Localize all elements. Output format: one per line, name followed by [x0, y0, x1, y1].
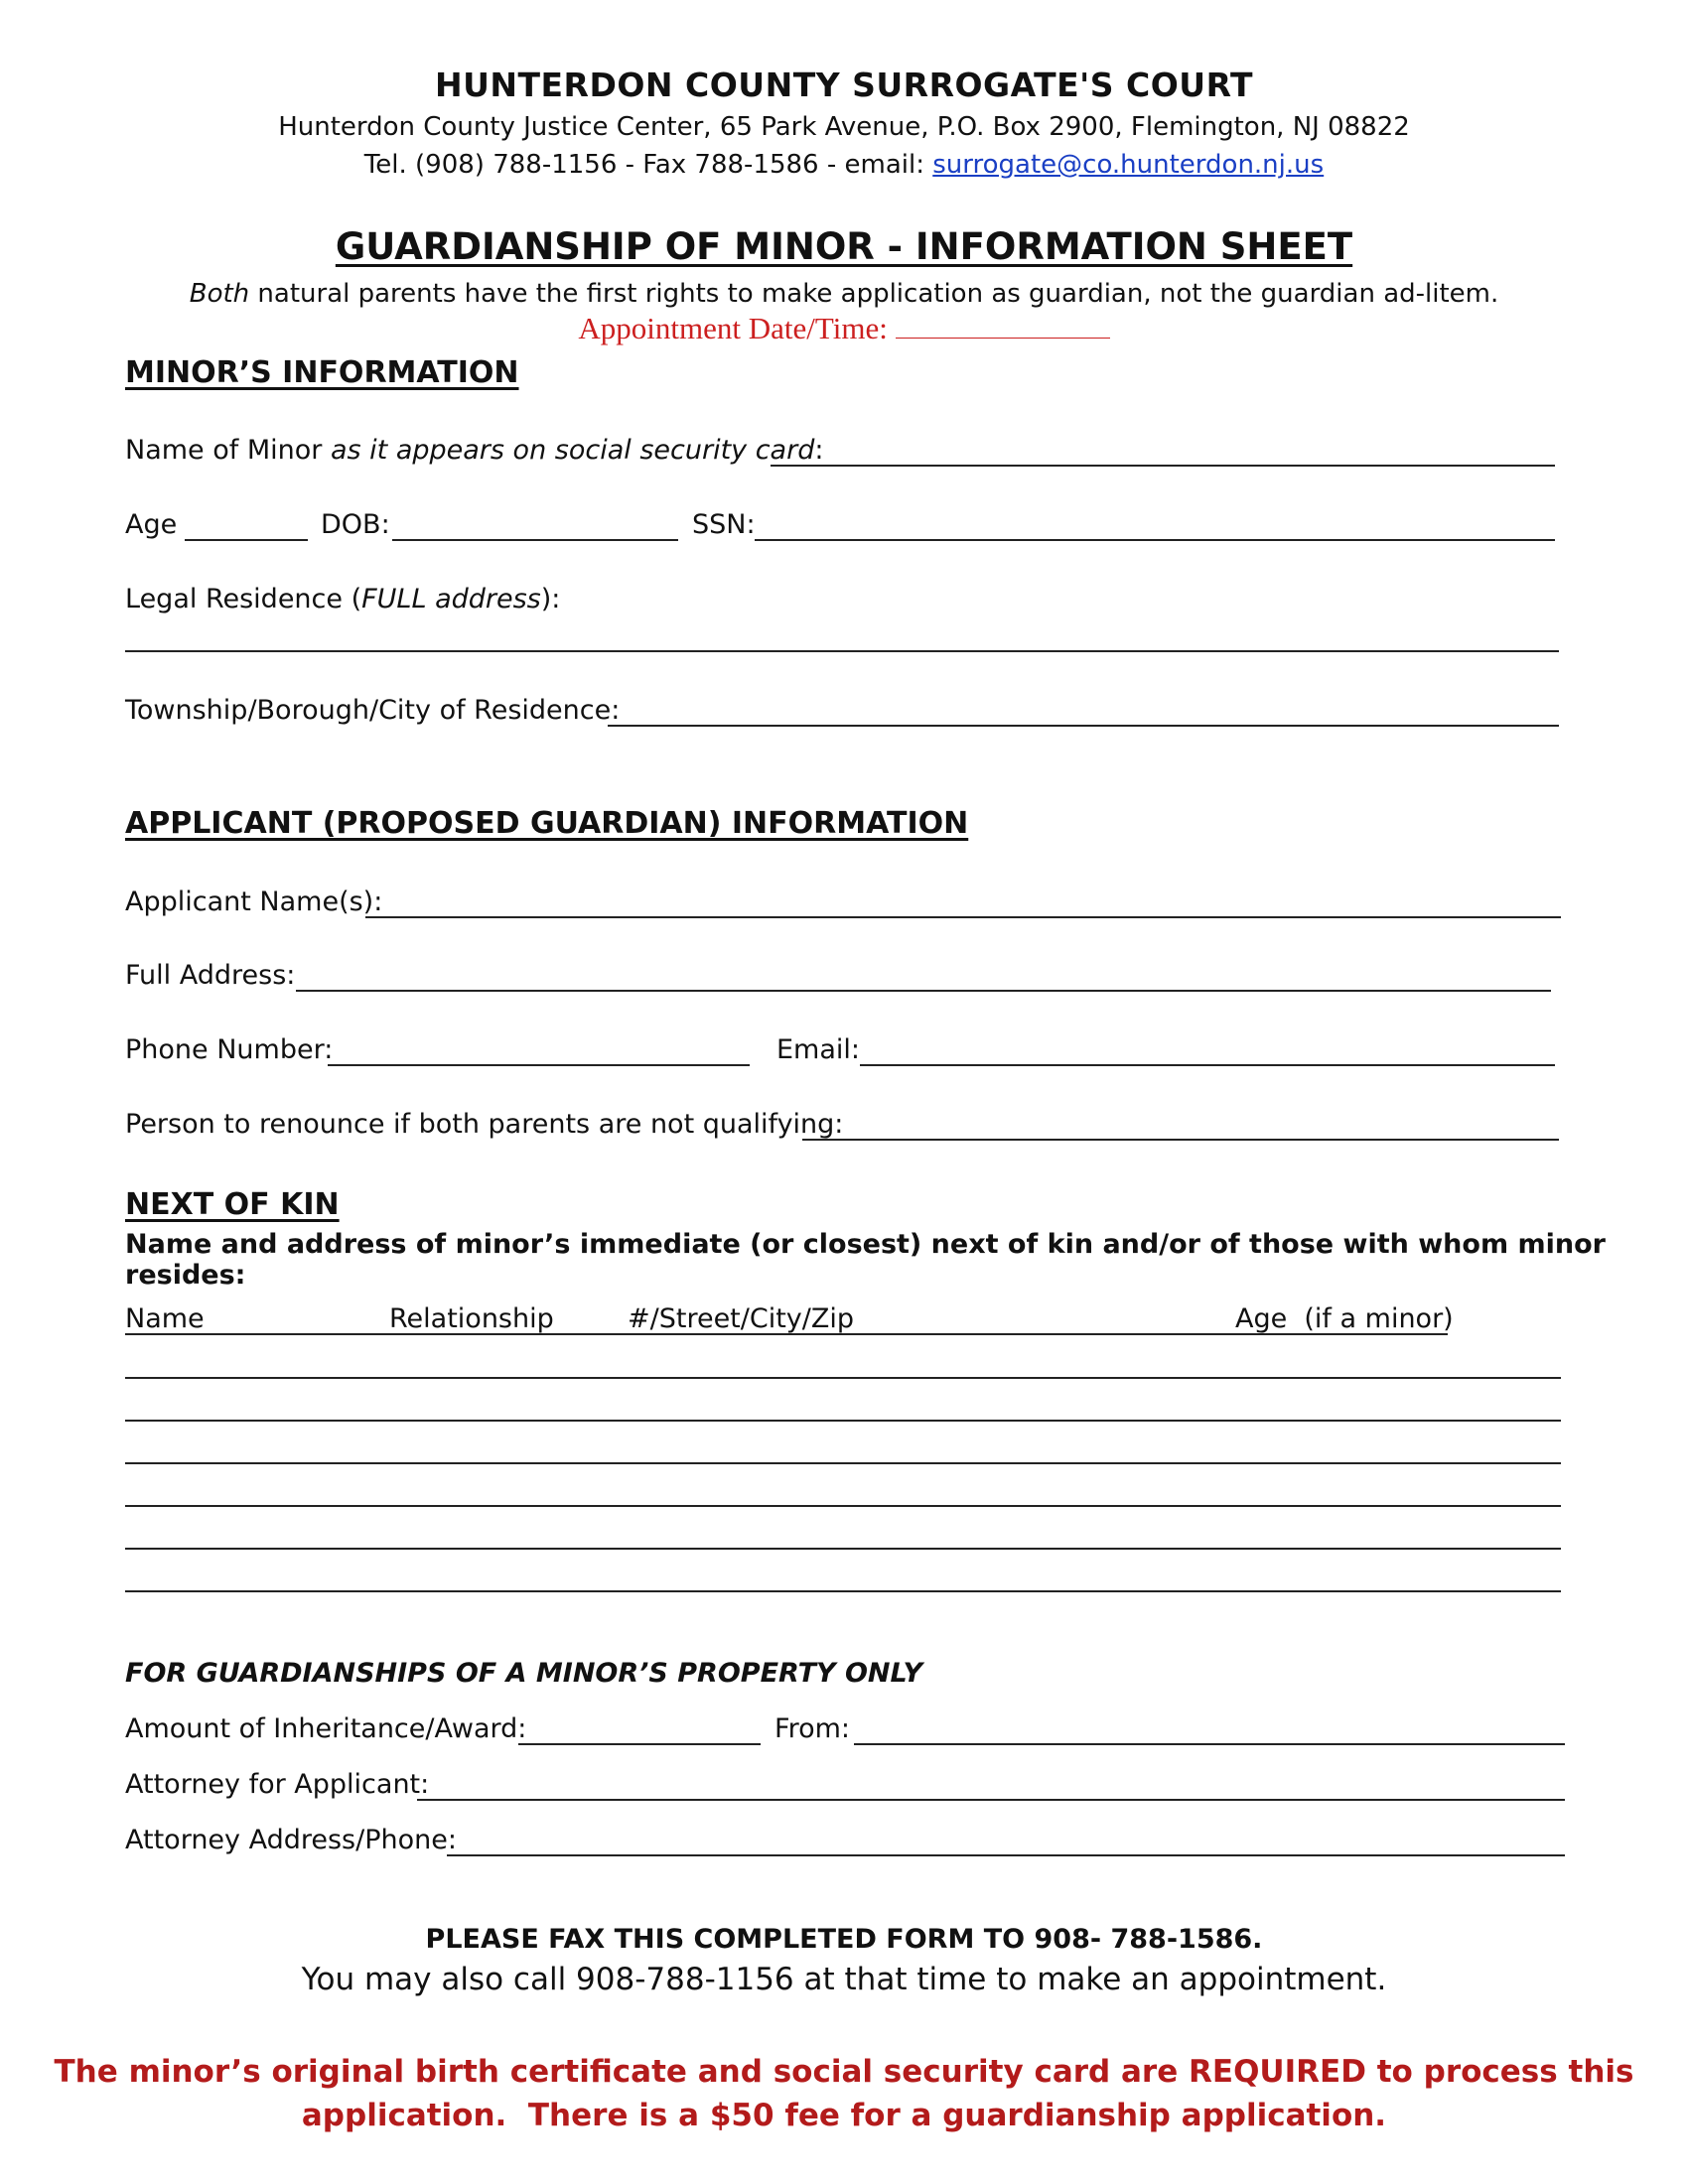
minor-name-label [125, 435, 823, 466]
phone-label: Phone Number: [125, 1034, 334, 1065]
kin-row-field[interactable] [125, 1377, 1561, 1379]
full-address-field[interactable] [296, 990, 1551, 992]
fax-instruction: PLEASE FAX THIS COMPLETED FORM TO 908- 788-1586. [425, 1924, 1263, 1955]
residence-field[interactable] [125, 650, 1559, 652]
amount-field[interactable] [518, 1743, 761, 1745]
residence-label [125, 584, 560, 614]
from-label: From: [774, 1713, 850, 1744]
kin-row-field[interactable] [125, 1590, 1561, 1592]
minor-name-label-italic: as it appears on social security card [322, 435, 815, 466]
attorney-field[interactable] [417, 1799, 1565, 1801]
township-field[interactable] [608, 725, 1559, 727]
form-note [0, 279, 1688, 309]
attorney-label: Attorney for Applicant: [125, 1769, 430, 1800]
amount-label: Amount of Inheritance/Award: [125, 1713, 527, 1744]
kin-section-heading: NEXT OF KIN [125, 1187, 340, 1222]
form-title-text: GUARDIANSHIP OF MINOR - INFORMATION SHEET [335, 225, 1353, 268]
appointment-blank[interactable] [896, 338, 1110, 339]
kin-row-field[interactable] [125, 1420, 1561, 1422]
applicant-name-label: Applicant Name(s): [125, 887, 383, 917]
property-section-heading: FOR GUARDIANSHIPS OF A MINOR’S PROPERTY ONLY [125, 1658, 923, 1689]
court-title: HUNTERDON COUNTY SURROGATE'S COURT [434, 66, 1254, 104]
requirements-line-2: application. There is a $50 fee for a guardianship application. [301, 2098, 1387, 2133]
minor-name-label-text: Name of Minor [125, 435, 323, 466]
kin-col-relationship: Relationship [389, 1303, 554, 1334]
kin-row-field[interactable] [125, 1462, 1561, 1464]
appointment-label: Appointment Date/Time: [578, 311, 888, 345]
renounce-field[interactable] [802, 1139, 1559, 1141]
court-contact [0, 150, 1688, 180]
requirements-line-1: The minor’s original birth certificate and social security card are REQUIRED to process this [54, 2054, 1634, 2090]
court-phone-fax: Tel. (908) 788-1156 - Fax 788-1586 - email: [363, 150, 924, 180]
dob-label: DOB: [321, 509, 390, 540]
renounce-label: Person to renounce if both parents are not qualifying: [125, 1109, 844, 1140]
court-email-link[interactable]: surrogate@co.hunterdon.nj.us [932, 150, 1325, 180]
form-title [0, 225, 1688, 268]
age-field[interactable] [185, 539, 308, 541]
kin-col-age: Age (if a minor) [1235, 1303, 1454, 1334]
township-label: Township/Borough/City of Residence: [125, 695, 621, 726]
phone-field[interactable] [328, 1064, 750, 1066]
email-field[interactable] [860, 1064, 1555, 1066]
minor-section-heading: MINOR’S INFORMATION [125, 355, 519, 390]
kin-col-name: Name [125, 1303, 205, 1334]
residence-label-text: Legal Residence ( [125, 584, 362, 614]
attorney-address-label: Attorney Address/Phone: [125, 1825, 457, 1855]
ssn-label: SSN: [692, 509, 756, 540]
ssn-field[interactable] [755, 539, 1555, 541]
applicant-name-field[interactable] [365, 916, 1561, 918]
minor-name-field[interactable] [771, 465, 1555, 467]
age-label: Age [125, 509, 178, 540]
full-address-label: Full Address: [125, 960, 296, 991]
kin-col-address: #/Street/City/Zip [628, 1303, 855, 1334]
residence-label-end: ): [540, 584, 561, 614]
kin-instructions: Name and address of minor’s immediate (or closest) next of kin and/or of those with whom minor resides: [125, 1229, 1606, 1291]
residence-label-italic: FULL address [361, 584, 541, 614]
kin-row-field[interactable] [125, 1505, 1561, 1507]
appointment-line [0, 311, 1688, 346]
kin-row-field[interactable] [125, 1548, 1561, 1550]
minor-name-label-colon: : [814, 435, 824, 466]
form-note-italic: Both [189, 279, 250, 309]
requirements-notice [0, 2050, 1688, 2137]
court-address: Hunterdon County Justice Center, 65 Park Avenue, P.O. Box 2900, Flemington, NJ 08822 [278, 112, 1410, 142]
dob-field[interactable] [392, 539, 678, 541]
from-field[interactable] [854, 1743, 1565, 1745]
attorney-address-field[interactable] [447, 1854, 1565, 1856]
email-label: Email: [776, 1034, 861, 1065]
call-instruction: You may also call 908-788-1156 at that time to make an appointment. [301, 1962, 1387, 1997]
form-note-text: natural parents have the first rights to make application as guardian, not the guardian ad-litem. [249, 279, 1499, 309]
applicant-section-heading: APPLICANT (PROPOSED GUARDIAN) INFORMATION [125, 806, 969, 841]
